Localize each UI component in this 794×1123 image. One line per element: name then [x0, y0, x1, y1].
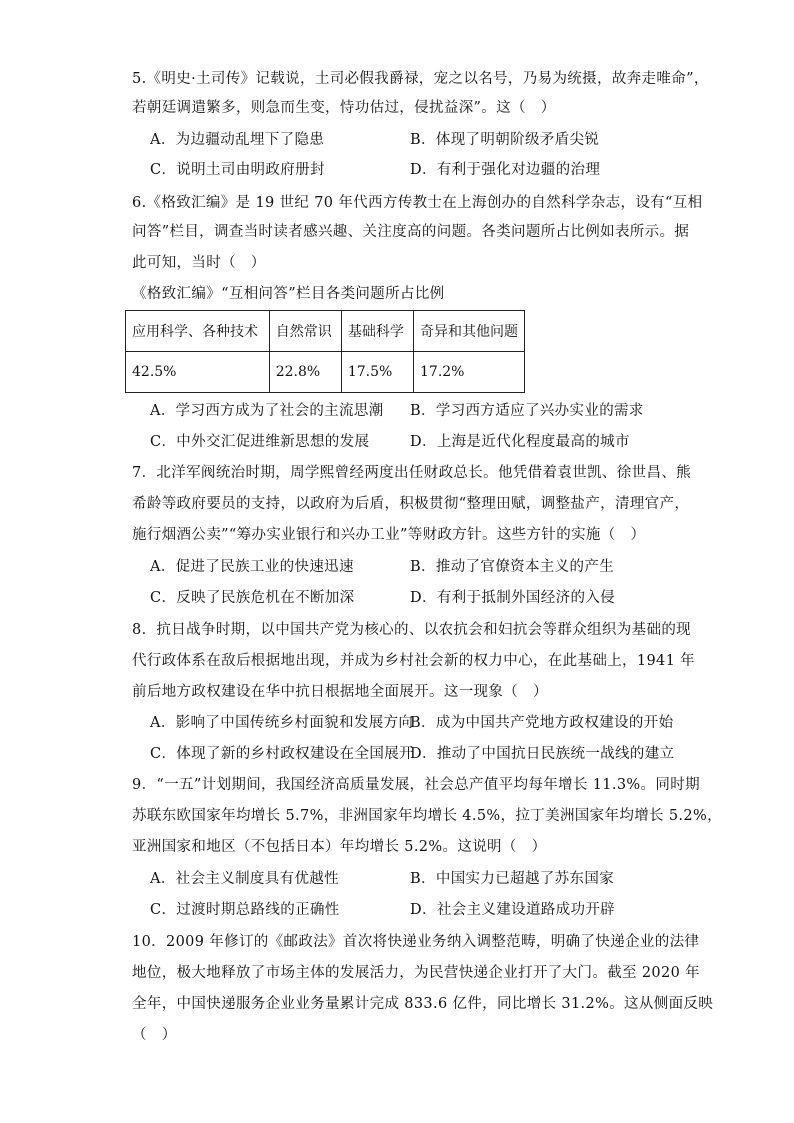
question-6-option-d: D．上海是近代化程度最高的城市	[410, 434, 630, 450]
question-6-option-b: B．学习西方适应了兴办实业的需求	[410, 403, 644, 419]
question-6-line-2: 问答”栏目，调查当时读者感兴趣、关注度高的问题。各类问题所占比例如表所示。据	[132, 224, 690, 240]
question-5-option-b: B．体现了明朝阶级矛盾尖锐	[410, 132, 600, 148]
question-8-line-2: 代行政体系在敌后根据地出现，并成为乡村社会新的权力中心，在此基础上，1941 年	[132, 653, 696, 669]
question-6-option-a: A．学习西方成为了社会的主流思潮	[150, 403, 384, 419]
question-8-option-d: D．推动了中国抗日民族统一战线的建立	[410, 746, 675, 762]
question-10-line-1: 10．2009 年修订的《邮政法》首次将快递业务纳入调整范畴，明确了快递企业的法律	[132, 934, 700, 950]
table-header-cell: 自然常识	[269, 311, 341, 352]
question-8-option-b: B．成为中国共产党地方政权建设的开始	[410, 715, 674, 731]
question-9-line-1: 9．“一五”计划期间，我国经济高质量发展，社会总产值平均每年增长 11.3%。同时期	[132, 777, 700, 793]
table-header-cell: 基础科学	[341, 311, 413, 352]
question-9-option-b: B．中国实力已超越了苏东国家	[410, 871, 615, 887]
question-10-line-4: （ ）	[132, 1027, 177, 1043]
question-8-line-1: 8．抗日战争时期，以中国共产党为核心的、以农抗会和妇抗会等群众组织为基础的现	[132, 622, 692, 638]
question-8-line-3: 前后地方政权建设在华中抗日根据地全面展开。这一现象（ ）	[132, 684, 548, 700]
question-7-option-b: B．推动了官僚资本主义的产生	[410, 559, 615, 575]
question-7-option-c: C．反映了民族危机在不断加深	[150, 590, 355, 606]
question-6-option-c: C．中外交汇促进维新思想的发展	[150, 434, 370, 450]
question-7-line-2: 希龄等政府要员的支持，以政府为后盾，积极贯彻“整理田赋，调整盐产，清理官产，	[132, 496, 690, 512]
table-header-cell: 应用科学、各种技术	[126, 311, 270, 352]
table-row	[126, 352, 525, 393]
question-8-option-a: A．影响了中国传统乡村面貌和发展方向	[150, 715, 414, 731]
question-9-line-2: 苏联东欧国家年均增长 5.7%，非洲国家年均增长 4.5%，拉丁美洲国家年均增长 5.2%，	[132, 808, 722, 824]
question-5-line-2: 若朝廷调遣繁多，则急而生变，恃功估过，侵扰益深”。这（ ）	[132, 100, 556, 116]
question-9-option-a: A．社会主义制度具有优越性	[150, 871, 340, 887]
table-cell: 17.5%	[341, 352, 413, 393]
question-8-option-c: C．体现了新的乡村政权建设在全国展开	[150, 746, 414, 762]
question-5-line-1: 5.《明史·土司传》记载说，土司必假我爵禄，宠之以名号，乃易为统摄，故奔走唯命”，	[132, 71, 709, 87]
question-9-line-3: 亚洲国家和地区（不包括日本）年均增长 5.2%。这说明（ ）	[132, 839, 547, 855]
question-5-option-a: A．为边疆动乱埋下了隐患	[150, 132, 325, 148]
question-6-line-3: 此可知，当时（ ）	[132, 255, 266, 271]
question-7-option-d: D．有利于抵制外国经济的入侵	[410, 590, 616, 606]
question-9-option-d: D．社会主义建设道路成功开辟	[410, 902, 616, 918]
question-6-table-title: 《格致汇编》“互相问答”栏目各类问题所占比例	[132, 286, 445, 302]
question-10-line-3: 全年，中国快递服务企业业务量累计完成 833.6 亿件，同比增长 31.2%。这从侧面反映	[132, 996, 714, 1012]
question-5-option-d: D．有利于强化对边疆的治理	[410, 162, 601, 178]
question-9-option-c: C．过渡时期总路线的正确性	[150, 902, 340, 918]
question-5-option-c: C．说明土司由明政府册封	[150, 162, 325, 178]
question-7-option-a: A．促进了民族工业的快速迅速	[150, 559, 354, 575]
table-cell: 22.8%	[269, 352, 341, 393]
table-cell: 42.5%	[126, 352, 270, 393]
question-7-line-3: 施行烟酒公卖”“筹办实业银行和兴办工业”等财政方针。这些方针的实施（ ）	[132, 527, 646, 543]
table-header-cell: 奇异和其他问题	[414, 311, 525, 352]
question-7-line-1: 7．北洋军阀统治时期，周学熙曾经两度出任财政总长。他凭借着袁世凯、徐世昌、熊	[132, 465, 692, 481]
table-header-row	[126, 311, 525, 352]
table-cell: 17.2%	[414, 352, 525, 393]
question-6-line-1: 6.《格致汇编》是 19 世纪 70 年代西方传教士在上海创办的自然科学杂志，设有“互相	[132, 195, 703, 211]
question-10-line-2: 地位，极大地释放了市场主体的发展活力，为民营快递企业打开了大门。截至 2020 年	[132, 965, 700, 981]
question-6-table	[125, 310, 525, 393]
